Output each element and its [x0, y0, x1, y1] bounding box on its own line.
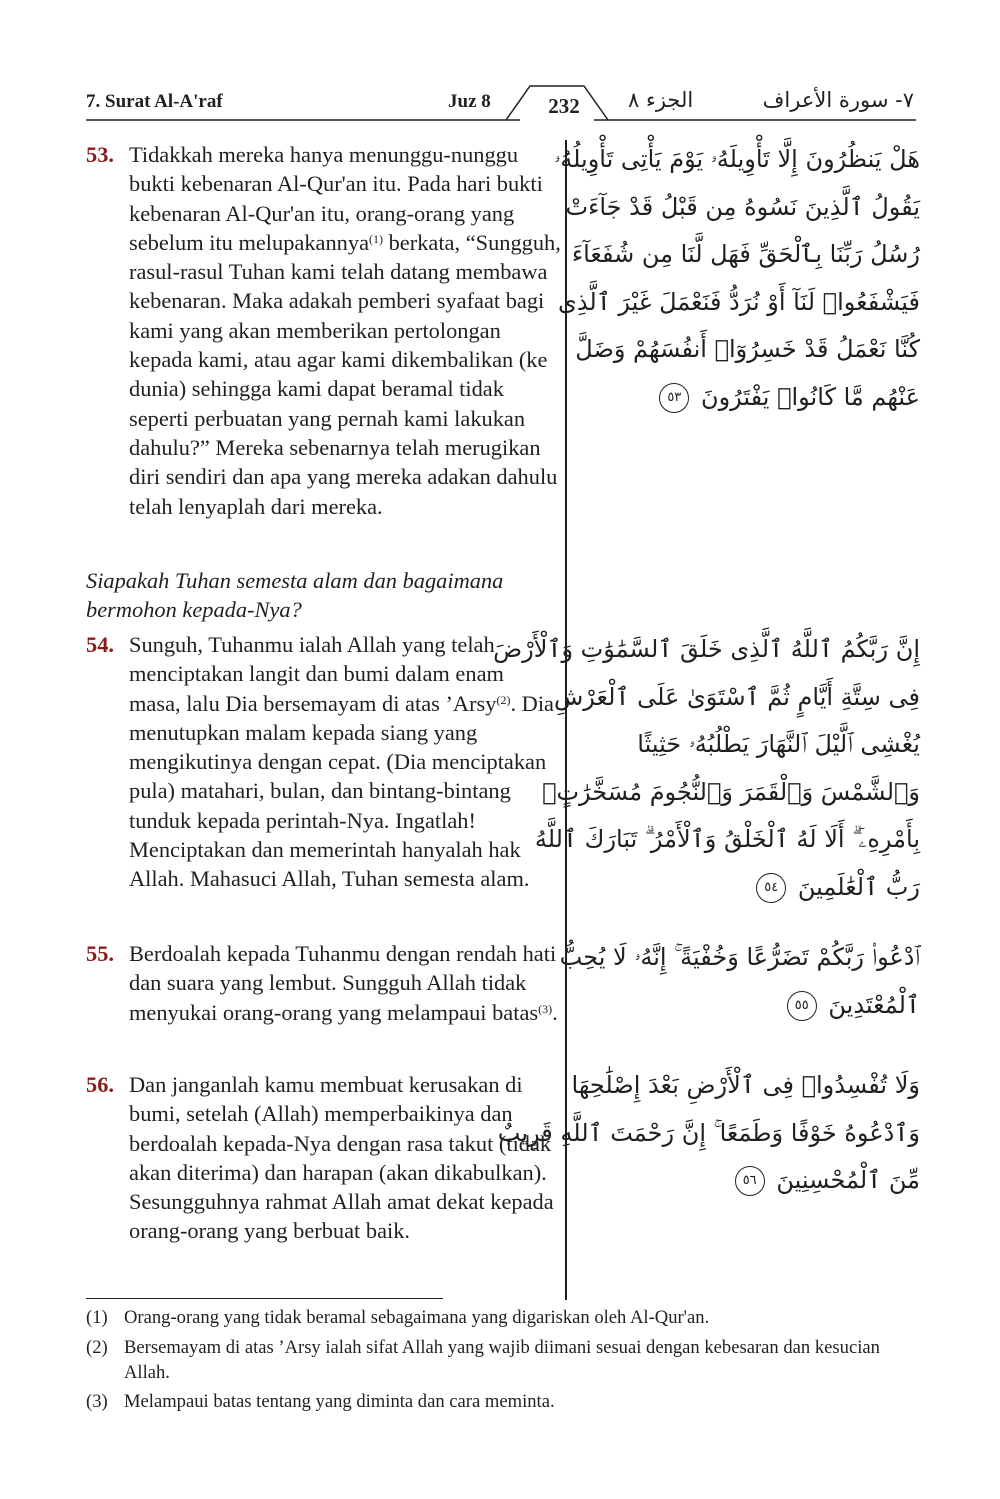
footnote-number: (2): [86, 1336, 108, 1358]
section-heading: Siapakah Tuhan semesta alam dan bagaimana bermohon kepada-Nya?: [86, 568, 504, 623]
verse-number: 54.: [86, 632, 114, 657]
surah-title-arabic: ٧- سورة الأعراف: [762, 88, 914, 112]
verse-end-marker: ٥٥: [787, 991, 817, 1021]
footnotes: [86, 1306, 926, 1420]
arabic-line: رُسُلُ رَبِّنَا بِٱلْحَقِّ فَهَل لَّنَا مِن شُفَعَآءَ: [571, 240, 920, 268]
footnote-number: (3): [86, 1391, 108, 1413]
arabic-line-last: عَنْهُم مَّا كَانُوا۟ يَفْتَرُونَ ٥٣: [585, 374, 920, 422]
arabic-line-last: ٱلْمُعْتَدِينَ ٥٥: [585, 982, 920, 1030]
arabic-line: وَلَا تُفْسِدُوا۟ فِى ٱلْأَرْضِ بَعْدَ إِصْلَٰحِهَا: [571, 1071, 920, 1099]
verse-text: Berdoalah kepada Tuhanmu dengan rendah hati dan suara yang lembut. Sungguh Allah tidak menyukai orang-orang yang melampaui batas$^{(3)}$.: [129, 941, 558, 1025]
footnote-text: Melampaui batas tentang yang diminta dan cara meminta.: [124, 1391, 555, 1413]
verse-53-arabic: [554, 136, 920, 421]
arabic-line: بِأَمْرِهِۦٓ ۗ أَلَا لَهُ ٱلْخَلْقُ وَٱلْأَمْرُ ۗ تَبَارَكَ ٱللَّهُ: [534, 825, 920, 853]
footnote-1: [86, 1306, 926, 1331]
footnote-3: [86, 1390, 926, 1415]
juz-label: Juz 8: [448, 91, 491, 112]
verse-56-arabic: [497, 1062, 920, 1205]
arabic-line: كُنَّا نَعْمَلُ قَدْ خَسِرُوٓا۟ أَنفُسَهُمْ وَضَلَّ: [575, 335, 920, 363]
verse-54-translation: [86, 630, 561, 894]
verse-end-marker: ٥٤: [756, 873, 786, 903]
arabic-line-last: مِّنَ ٱلْمُحْسِنِينَ ٥٦: [585, 1157, 920, 1205]
arabic-line: يُغْشِى ٱلَّيْلَ ٱلنَّهَارَ يَطْلُبُهُۥ حَثِيثًا: [637, 730, 920, 758]
footnote-number: (1): [86, 1307, 108, 1328]
arabic-line: إِنَّ رَبَّكُمُ ٱللَّهُ ٱلَّذِى خَلَقَ ٱلسَّمَٰوَٰتِ وَٱلْأَرْضَ: [493, 635, 920, 663]
verse-number: 55.: [86, 941, 114, 966]
footnote-ref: (3): [538, 1001, 553, 1016]
verse-number: 56.: [86, 1072, 114, 1097]
verse-text: Tidakkah mereka hanya menunggu-nunggu bukti kebenaran Al-Qur'an itu. Pada hari bukti kebenaran Al-Qur'an itu, orang-orang yang sebelum itu melupakannya$^{(1)}$ berkata, “Sungguh, rasul-rasul Tuhan kami telah datang membawa kebenaran. Maka adakah pemberi syafaat bagi kami yang akan memberikan pertolongan kepada kami, atau agar kami dikembalikan (ke dunia) sehingga kami dapat beramal tidak seperti perbuatan yang pernah kami lakukan dahulu?” Mereka sebenarnya telah merugikan diri sendiri dan apa yang mereka adakan dahulu telah lenyaplah dari mereka.: [129, 142, 561, 519]
arabic-line: فِى سِتَّةِ أَيَّامٍ ثُمَّ ٱسْتَوَىٰ عَلَى ٱلْعَرْشِ: [554, 682, 920, 711]
juz-label-arabic: الجزء ٨: [628, 88, 694, 112]
arabic-line: وَٱلشَّمْسَ وَٱلْقَمَرَ وَٱلنُّجُومَ مُسَخَّرَٰتٍۭ: [542, 777, 920, 806]
arabic-line: فَيَشْفَعُوا۟ لَنَآ أَوْ نُرَدُّ فَنَعْمَلَ غَيْرَ ٱلَّذِى: [558, 287, 920, 316]
verse-text: Dan janganlah kamu membuat kerusakan di bumi, setelah (Allah) memperbaikinya dan berdoalah kepada-Nya dengan rasa takut (tidak akan diterima) dan harapan (akan dikabulkan). Sesungguhnya rahmat Allah amat dekat kepada orang-orang yang berbuat baik.: [129, 1072, 554, 1244]
verse-number: 53.: [86, 142, 114, 167]
verse-55-arabic: [559, 934, 920, 1029]
arabic-line: وَٱدْعُوهُ خَوْفًا وَطَمَعًا ۚ إِنَّ رَحْمَتَ ٱللَّهِ قَرِيبٌ: [497, 1118, 920, 1147]
footnote-ref: (2): [496, 692, 511, 707]
footnote-text: Orang-orang yang tidak beramal sebagaimana yang digariskan oleh Al-Qur'an.: [124, 1307, 710, 1328]
footnote-ref: (1): [369, 231, 384, 246]
footnote-2: [86, 1336, 926, 1386]
page-header: [0, 0, 1000, 130]
arabic-line: يَقُولُ ٱلَّذِينَ نَسُوهُ مِن قَبْلُ قَدْ جَآءَتْ: [565, 192, 920, 221]
page-number: 232: [548, 94, 580, 118]
verse-53-translation: [86, 140, 561, 521]
verse-end-marker: ٥٣: [659, 383, 689, 413]
verse-text: Sunguh, Tuhanmu ialah Allah yang telah menciptakan langit dan bumi dalam enam masa, lalu Dia bersemayam di atas ’Arsy$^{(2)}$. Dia menutupkan malam kepada siang yang mengikutinya dengan cepat. (Dia menciptakan pula) matahari, bulan, dan bintang-bintang tunduk kepada perintah-Nya. Ingatlah! Menciptakan dan memerintah hanyalah hak Allah. Mahasuci Allah, Tuhan semesta alam.: [129, 632, 554, 892]
footnote-text: Bersemayam di atas ’Arsy ialah sifat Allah yang wajib diimani sesuai dengan kebesaran dan kesucian Allah.: [124, 1336, 880, 1383]
arabic-line-last: رَبُّ ٱلْعَٰلَمِينَ ٥٤: [585, 864, 920, 912]
verse-end-marker: ٥٦: [735, 1166, 765, 1196]
verse-56-translation: [86, 1070, 561, 1246]
verse-55-translation: [86, 939, 561, 1027]
surah-title-latin: 7. Surat Al-A'raf: [86, 91, 223, 112]
footnote-rule: [86, 1298, 443, 1299]
verse-54-arabic: [493, 626, 920, 911]
arabic-line: ٱدْعُوا۟ رَبَّكُمْ تَضَرُّعًا وَخُفْيَةً ۚ إِنَّهُۥ لَا يُحِبُّ: [559, 943, 920, 971]
arabic-line: هَلْ يَنظُرُونَ إِلَّا تَأْوِيلَهُۥ يَوْمَ يَأْتِى تَأْوِيلُهُۥ: [554, 145, 920, 173]
